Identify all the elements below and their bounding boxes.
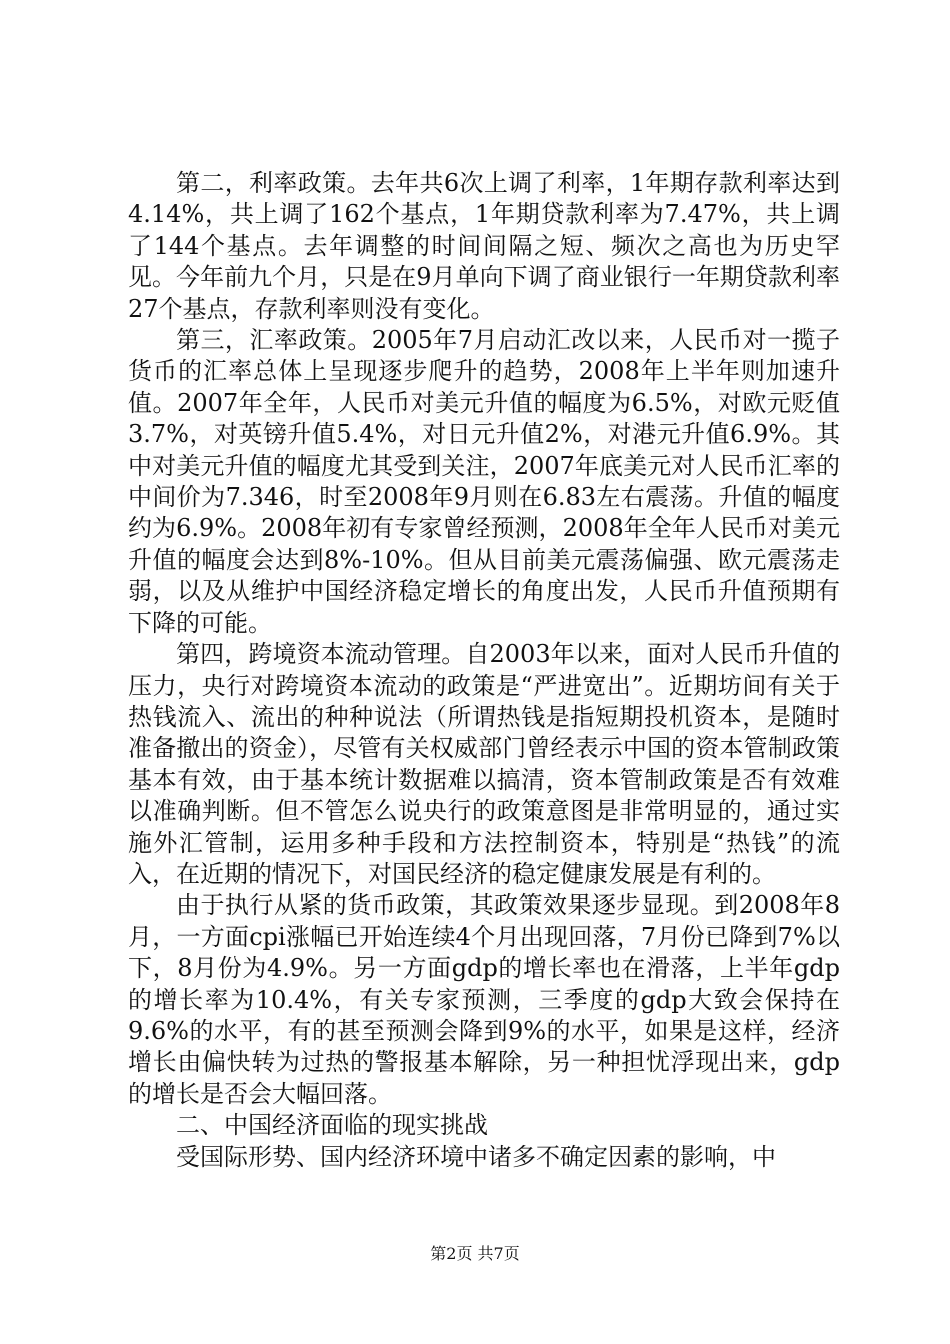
- paragraph-interest-rate-policy: 第二，利率政策。去年共6次上调了利率，1年期存款利率达到4.14%，共上调了162个基点，1年期贷款利率为7.47%，共上调了144个基点。去年调整的时间间隔之短、频次之高也为历史罕见。今年前九个月，只是在9月单向下调了商业银行一年期贷款利率27个基点，存款利率则没有变化。: [128, 169, 840, 323]
- paragraph-capital-flow-management: 第四，跨境资本流动管理。自2003年以来，面对人民币升值的压力，央行对跨境资本流动的政策是“严进宽出”。近期坊间有关于热钱流入、流出的种种说法（所谓热钱是指短期投机资本，是随时准备撤出的资金），尽管有关权威部门曾经表示中国的资本管制政策基本有效，由于基本统计数据难以搞清，资本管制政策是否有效难以准确判断。但不管怎么说央行的政策意图是非常明显的，通过实施外汇管制，运用多种手段和方法控制资本，特别是“热钱”的流入，在近期的情况下，对国民经济的稳定健康发展是有利的。: [128, 640, 840, 888]
- page-number-label: 第2页 共7页: [430, 1244, 520, 1263]
- section-heading-challenges: 二、中国经济面临的现实挑战: [176, 1111, 488, 1140]
- paragraph-challenges-intro: 受国际形势、国内经济环境中诸多不确定因素的影响，中: [176, 1142, 776, 1171]
- document-body: [128, 168, 840, 1173]
- paragraph-policy-effects: 由于执行从紧的货币政策，其政策效果逐步显现。到2008年8月，一方面cpi涨幅已开始连续4个月出现回落，7月份已降到7%以下，8月份为4.9%。另一方面gdp的增长率也在滑落，上半年gdp的增长率为10.4%，有关专家预测，三季度的gdp大致会保持在9.6%的水平，有的甚至预测会降到9%的水平，如果是这样，经济增长由偏快转为过热的警报基本解除，另一种担忧浮现出来，gdp的增长是否会大幅回落。: [128, 891, 840, 1108]
- paragraph-exchange-rate-policy: 第三，汇率政策。2005年7月启动汇改以来，人民币对一揽子货币的汇率总体上呈现逐步爬升的趋势，2008年上半年则加速升值。2007年全年，人民币对美元升值的幅度为6.5%，对欧元贬值3.7%，对英镑升值5.4%，对日元升值2%，对港元升值6.9%。其中对美元升值的幅度尤其受到关注，2007年底美元对人民币汇率的中间价为7.346，时至2008年9月则在6.83左右震荡。升值的幅度约为6.9%。2008年初有专家曾经预测，2008年全年人民币对美元升值的幅度会达到8%-10%。但从目前美元震荡偏强、欧元震荡走弱，以及从维护中国经济稳定增长的角度出发，人民币升值预期有下降的可能。: [128, 326, 840, 637]
- page-footer: [0, 1241, 950, 1264]
